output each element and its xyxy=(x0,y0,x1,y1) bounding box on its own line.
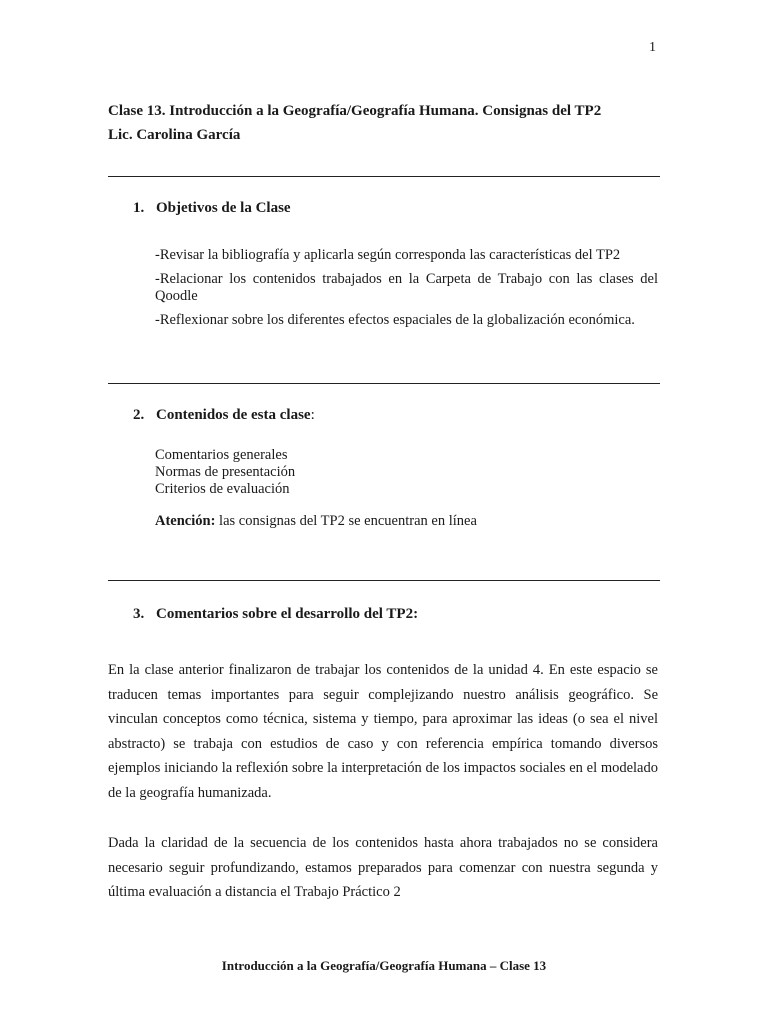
objective-item: -Relacionar los contenidos trabajados en la Carpeta de Trabajo con las clases del Qoodle xyxy=(155,271,658,304)
page-number: 1 xyxy=(649,40,656,55)
section-2-heading xyxy=(133,407,315,424)
section-1-heading xyxy=(133,200,291,217)
objective-item: -Reflexionar sobre los diferentes efectos espaciales de la globalización económica. xyxy=(155,312,635,328)
divider xyxy=(108,383,660,384)
author-line: Lic. Carolina García xyxy=(108,127,241,143)
body-paragraph: En la clase anterior finalizaron de trabajar los contenidos de la unidad 4. En este espacio se traducen temas importantes para seguir complejizando nuestro análisis geográfico. Se vinculan conceptos como técnica, sistema y tiempo, para aproximar las ideas (o sea el nivel abstracto) se trabaja con estudios de caso y con referencia empírica tomando diversos ejemplos iniciando la reflexión sobre la interpretación de los impactos sociales en el modelado de la geografía humanizada. xyxy=(108,662,658,801)
section-title: Comentarios sobre el desarrollo del TP2: xyxy=(156,606,419,622)
document-title: Clase 13. Introducción a la Geografía/Geografía Humana. Consignas del TP2 xyxy=(108,103,602,119)
attention-label: Atención: xyxy=(155,513,216,529)
section-number: 2. xyxy=(133,407,145,423)
attention-text: las consignas del TP2 se encuentran en línea xyxy=(215,513,477,529)
content-item: Criterios de evaluación xyxy=(155,481,290,497)
objective-item: -Revisar la bibliografía y aplicarla según corresponda las características del TP2 xyxy=(155,247,621,263)
section-3-heading xyxy=(133,606,418,623)
page-footer: Introducción a la Geografía/Geografía Humana – Clase 13 xyxy=(221,958,547,973)
content-item: Comentarios generales xyxy=(155,447,288,463)
divider xyxy=(108,580,660,581)
content-item: Normas de presentación xyxy=(155,464,296,480)
body-paragraph: Dada la claridad de la secuencia de los contenidos hasta ahora trabajados no se considera necesario seguir profundizando, estamos preparados para comenzar con nuestra segunda y última evaluación a distancia el Trabajo Práctico 2 xyxy=(108,835,658,900)
heading-suffix: : xyxy=(310,407,315,423)
attention-note xyxy=(155,513,477,530)
section-number: 3. xyxy=(133,606,145,622)
section-title: Objetivos de la Clase xyxy=(156,200,291,216)
section-number: 1. xyxy=(133,200,145,216)
divider xyxy=(108,176,660,177)
section-title: Contenidos de esta clase xyxy=(156,407,311,423)
